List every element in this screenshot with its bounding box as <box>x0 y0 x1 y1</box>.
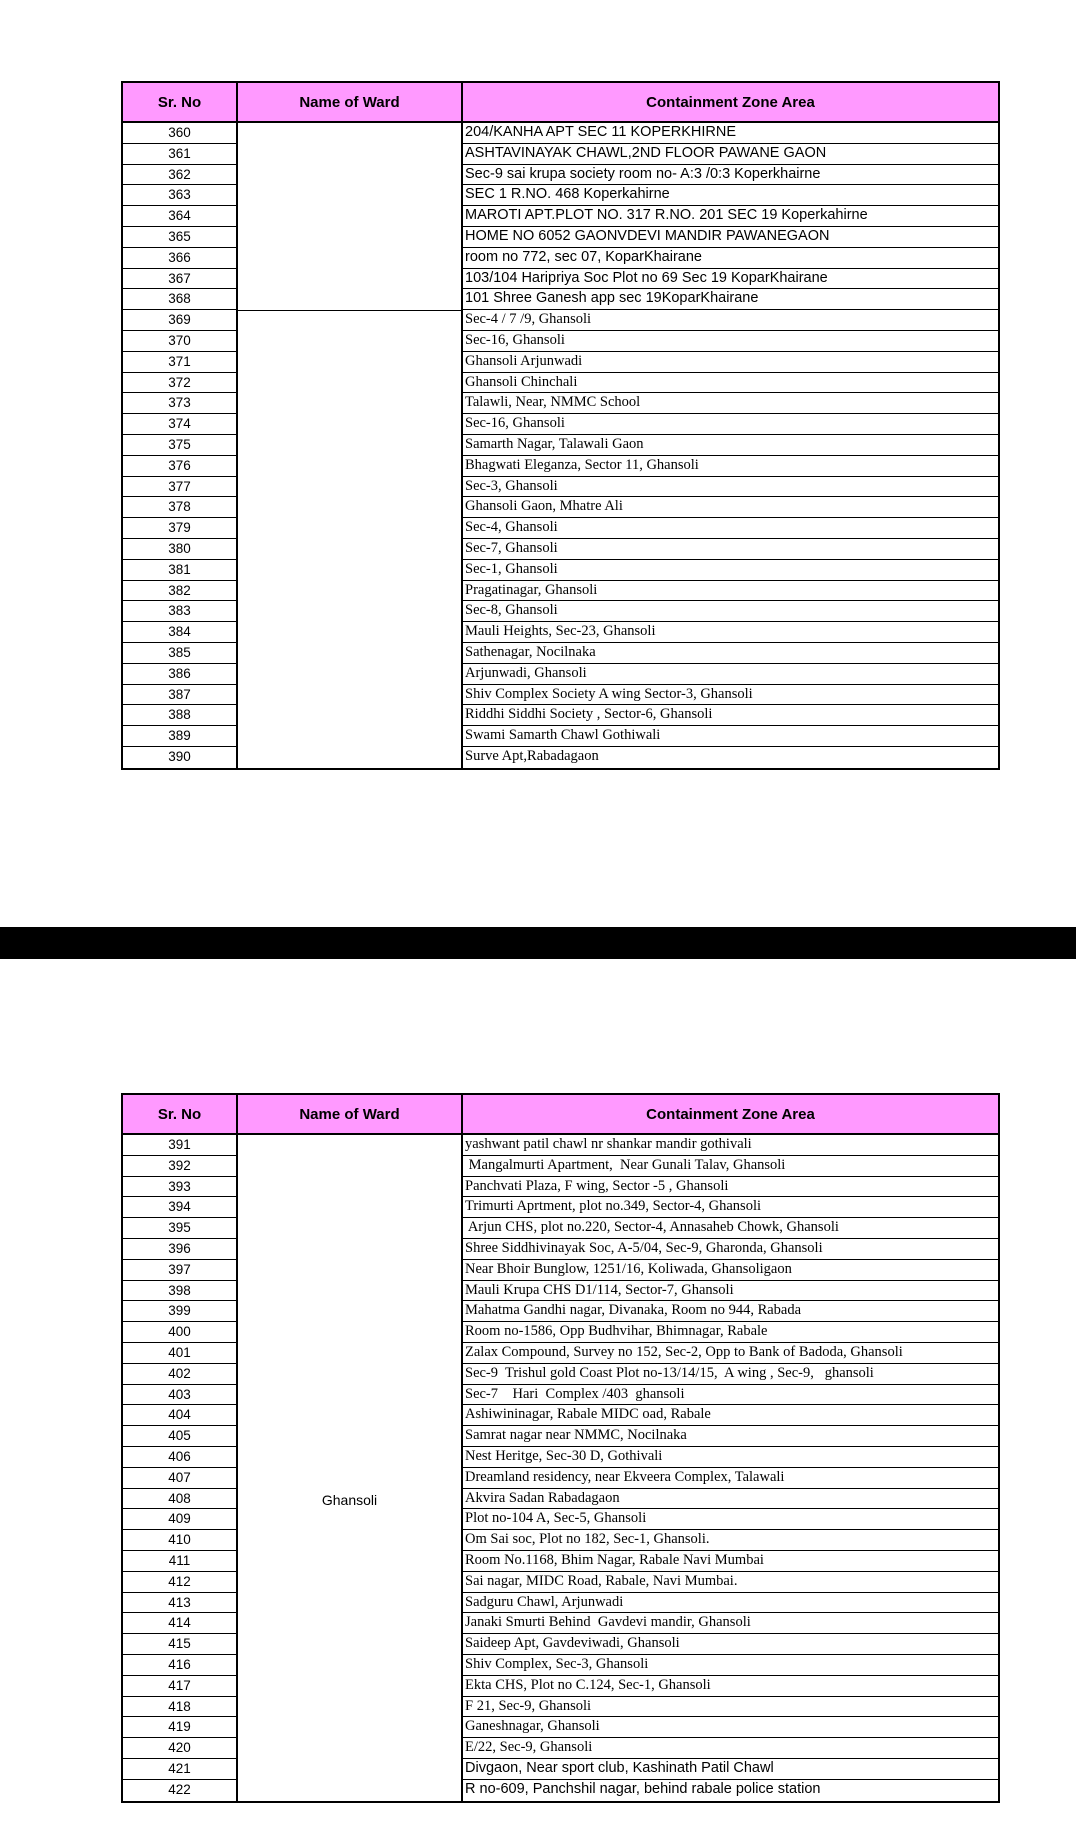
area-cell: Sec-16, Ghansoli <box>463 414 998 435</box>
area-cell: Samarth Nagar, Talawali Gaon <box>463 435 998 456</box>
sr-no-cell: 398 <box>123 1281 236 1302</box>
sr-no-cell: 363 <box>123 185 236 206</box>
area-cell: Sec-16, Ghansoli <box>463 331 998 352</box>
area-cell: Sec-4 / 7 /9, Ghansoli <box>463 310 998 331</box>
page-separator-band <box>0 927 1076 959</box>
area-cell: Ghansoli Chinchali <box>463 373 998 394</box>
sr-no-cell: 383 <box>123 601 236 622</box>
sr-no-cell: 420 <box>123 1738 236 1759</box>
sr-no-cell: 419 <box>123 1717 236 1738</box>
area-cell: MAROTI APT.PLOT NO. 317 R.NO. 201 SEC 19 Koperkahirne <box>463 206 998 227</box>
area-cell: Sec-1, Ghansoli <box>463 560 998 581</box>
area-cell: Riddhi Siddhi Society , Sector-6, Ghansoli <box>463 705 998 726</box>
area-cell: Nest Heritge, Sec-30 D, Gothivali <box>463 1447 998 1468</box>
sr-no-cell: 371 <box>123 352 236 373</box>
sr-no-cell: 388 <box>123 705 236 726</box>
sr-no-cell: 422 <box>168 1781 191 1797</box>
sr-no-cell: 362 <box>123 165 236 186</box>
sr-no-cell: 406 <box>123 1447 236 1468</box>
sr-no-cell: 418 <box>123 1697 236 1718</box>
area-cell: Sadguru Chawl, Arjunwadi <box>463 1593 998 1614</box>
area-cell: Sec-9 Trishul gold Coast Plot no-13/14/15, A wing , Sec-9, ghansoli <box>463 1364 998 1385</box>
area-cell: Arjunwadi, Ghansoli <box>463 664 998 685</box>
area-cell: Room No.1168, Bhim Nagar, Rabale Navi Mumbai <box>463 1551 998 1572</box>
containment-table-2 <box>121 1093 1000 1803</box>
area-cell: Surve Apt,Rabadagaon <box>465 747 599 764</box>
sr-no-cell: 377 <box>123 477 236 498</box>
area-cell: ASHTAVINAYAK CHAWL,2ND FLOOR PAWANE GAON <box>463 144 998 165</box>
sr-no-cell: 370 <box>123 331 236 352</box>
sr-no-cell: 391 <box>123 1135 236 1156</box>
sr-no-cell: 416 <box>123 1655 236 1676</box>
sr-no-cell: 378 <box>123 497 236 518</box>
sr-no-cell: 415 <box>123 1634 236 1655</box>
sr-no-cell: 360 <box>123 123 236 144</box>
sr-no-cell: 403 <box>123 1385 236 1406</box>
area-cell: SEC 1 R.NO. 468 Koperkahirne <box>463 185 998 206</box>
sr-no-cell: 404 <box>123 1405 236 1426</box>
sr-no-cell: 399 <box>123 1301 236 1322</box>
area-cell: Om Sai soc, Plot no 182, Sec-1, Ghansoli. <box>463 1530 998 1551</box>
area-cell: Ekta CHS, Plot no C.124, Sec-1, Ghansoli <box>463 1676 998 1697</box>
sr-no-cell: 394 <box>123 1197 236 1218</box>
area-cell: 103/104 Haripriya Soc Plot no 69 Sec 19 KoparKhairane <box>463 269 998 290</box>
area-cell: E/22, Sec-9, Ghansoli <box>463 1738 998 1759</box>
area-cell: Shiv Complex, Sec-3, Ghansoli <box>463 1655 998 1676</box>
sr-no-cell: 376 <box>123 456 236 477</box>
sr-no-cell: 382 <box>123 581 236 602</box>
sr-no-cell: 397 <box>123 1260 236 1281</box>
sr-column <box>123 123 238 768</box>
area-cell: Ganeshnagar, Ghansoli <box>463 1717 998 1738</box>
area-cell: Mauli Krupa CHS D1/114, Sector-7, Ghansoli <box>463 1281 998 1302</box>
area-column <box>463 123 998 768</box>
area-cell: Sec-3, Ghansoli <box>463 477 998 498</box>
area-cell: Ghansoli Arjunwadi <box>463 352 998 373</box>
sr-column <box>123 1135 238 1801</box>
header-ward: Name of Ward <box>238 1095 463 1133</box>
table-header <box>123 1095 998 1135</box>
sr-no-cell: 365 <box>123 227 236 248</box>
area-cell: Shree Siddhivinayak Soc, A-5/04, Sec-9, Gharonda, Ghansoli <box>463 1239 998 1260</box>
header-ward: Name of Ward <box>238 83 463 121</box>
sr-no-cell: 413 <box>123 1593 236 1614</box>
header-area: Containment Zone Area <box>646 1105 815 1123</box>
header-sr-no: Sr. No <box>123 1095 238 1133</box>
sr-no-cell: 393 <box>123 1177 236 1198</box>
area-cell: Mangalmurti Apartment, Near Gunali Talav, Ghansoli <box>463 1156 998 1177</box>
sr-no-cell: 421 <box>123 1759 236 1780</box>
sr-no-cell: 364 <box>123 206 236 227</box>
table-header <box>123 83 998 123</box>
area-cell: 101 Shree Ganesh app sec 19KoparKhairane <box>463 289 998 310</box>
ward-divider <box>238 310 461 311</box>
area-cell: Arjun CHS, plot no.220, Sector-4, Annasaheb Chowk, Ghansoli <box>463 1218 998 1239</box>
area-cell: Dreamland residency, near Ekveera Complex, Talawali <box>463 1468 998 1489</box>
area-cell: Shiv Complex Society A wing Sector-3, Ghansoli <box>463 685 998 706</box>
sr-no-cell: 408 <box>123 1489 236 1510</box>
area-cell: Ashiwininagar, Rabale MIDC oad, Rabale <box>463 1405 998 1426</box>
sr-no-cell: 402 <box>123 1364 236 1385</box>
sr-no-cell: 410 <box>123 1530 236 1551</box>
area-cell: HOME NO 6052 GAONVDEVI MANDIR PAWANEGAON <box>463 227 998 248</box>
area-cell: Near Bhoir Bunglow, 1251/16, Koliwada, Ghansoligaon <box>463 1260 998 1281</box>
sr-no-cell: 396 <box>123 1239 236 1260</box>
sr-no-cell: 412 <box>123 1572 236 1593</box>
area-cell: Sec-4, Ghansoli <box>463 518 998 539</box>
area-cell: Zalax Compound, Survey no 152, Sec-2, Opp to Bank of Badoda, Ghansoli <box>463 1343 998 1364</box>
sr-no-cell: 385 <box>123 643 236 664</box>
ward-column <box>238 1135 463 1801</box>
sr-no-cell: 374 <box>123 414 236 435</box>
area-cell: 204/KANHA APT SEC 11 KOPERKHIRNE <box>463 123 998 144</box>
sr-no-cell: 372 <box>123 373 236 394</box>
area-cell: Sec-7, Ghansoli <box>463 539 998 560</box>
area-cell: Janaki Smurti Behind Gavdevi mandir, Ghansoli <box>463 1613 998 1634</box>
area-cell: Sec-7 Hari Complex /403 ghansoli <box>463 1385 998 1406</box>
sr-no-cell: 373 <box>123 393 236 414</box>
area-cell: Talawli, Near, NMMC School <box>463 393 998 414</box>
sr-no-cell: 380 <box>123 539 236 560</box>
sr-no-cell: 379 <box>123 518 236 539</box>
area-cell: R no-609, Panchshil nagar, behind rabale police station <box>465 1780 821 1797</box>
area-cell: Akvira Sadan Rabadagaon <box>463 1489 998 1510</box>
sr-no-cell: 389 <box>123 726 236 747</box>
area-cell: Ghansoli Gaon, Mhatre Ali <box>463 497 998 518</box>
sr-no-cell: 381 <box>123 560 236 581</box>
ward-column <box>238 123 463 768</box>
area-cell: Trimurti Aprtment, plot no.349, Sector-4, Ghansoli <box>463 1197 998 1218</box>
sr-no-cell: 395 <box>123 1218 236 1239</box>
sr-no-cell: 375 <box>123 435 236 456</box>
area-cell: yashwant patil chawl nr shankar mandir gothivali <box>463 1135 998 1156</box>
area-cell: room no 772, sec 07, KoparKhairane <box>463 248 998 269</box>
sr-no-cell: 386 <box>123 664 236 685</box>
sr-no-cell: 366 <box>123 248 236 269</box>
area-column <box>463 1135 998 1801</box>
area-cell: F 21, Sec-9, Ghansoli <box>463 1697 998 1718</box>
sr-no-cell: 409 <box>123 1509 236 1530</box>
area-cell: Pragatinagar, Ghansoli <box>463 581 998 602</box>
area-cell: Bhagwati Eleganza, Sector 11, Ghansoli <box>463 456 998 477</box>
sr-no-cell: 392 <box>123 1156 236 1177</box>
area-cell: Mahatma Gandhi nagar, Divanaka, Room no 944, Rabada <box>463 1301 998 1322</box>
header-area: Containment Zone Area <box>646 93 815 111</box>
sr-no-cell: 407 <box>123 1468 236 1489</box>
sr-no-cell: 368 <box>123 289 236 310</box>
area-cell: Sai nagar, MIDC Road, Rabale, Navi Mumbai. <box>463 1572 998 1593</box>
area-cell: Swami Samarth Chawl Gothiwali <box>463 726 998 747</box>
sr-no-cell: 400 <box>123 1322 236 1343</box>
area-cell: Divgaon, Near sport club, Kashinath Patil Chawl <box>463 1759 998 1780</box>
area-cell: Samrat nagar near NMMC, Nocilnaka <box>463 1426 998 1447</box>
sr-no-cell: 417 <box>123 1676 236 1697</box>
area-cell: Sec-9 sai krupa society room no- A:3 /0:3 Koperkhairne <box>463 165 998 186</box>
sr-no-cell: 401 <box>123 1343 236 1364</box>
sr-no-cell: 414 <box>123 1613 236 1634</box>
area-cell: Saideep Apt, Gavdeviwadi, Ghansoli <box>463 1634 998 1655</box>
area-cell: Plot no-104 A, Sec-5, Ghansoli <box>463 1509 998 1530</box>
sr-no-cell: 367 <box>123 269 236 290</box>
ward-label: Ghansoli <box>321 1492 378 1508</box>
area-cell: Room no-1586, Opp Budhvihar, Bhimnagar, Rabale <box>463 1322 998 1343</box>
sr-no-cell: 387 <box>123 685 236 706</box>
sr-no-cell: 384 <box>123 622 236 643</box>
header-sr-no: Sr. No <box>123 83 238 121</box>
containment-table-1 <box>121 81 1000 770</box>
sr-no-cell: 405 <box>123 1426 236 1447</box>
sr-no-cell: 361 <box>123 144 236 165</box>
area-cell: Sec-8, Ghansoli <box>463 601 998 622</box>
sr-no-cell: 411 <box>123 1551 236 1572</box>
area-cell: Sathenagar, Nocilnaka <box>463 643 998 664</box>
sr-no-cell: 369 <box>123 310 236 331</box>
area-cell: Panchvati Plaza, F wing, Sector -5 , Ghansoli <box>463 1177 998 1198</box>
sr-no-cell: 390 <box>168 748 191 764</box>
area-cell: Mauli Heights, Sec-23, Ghansoli <box>463 622 998 643</box>
